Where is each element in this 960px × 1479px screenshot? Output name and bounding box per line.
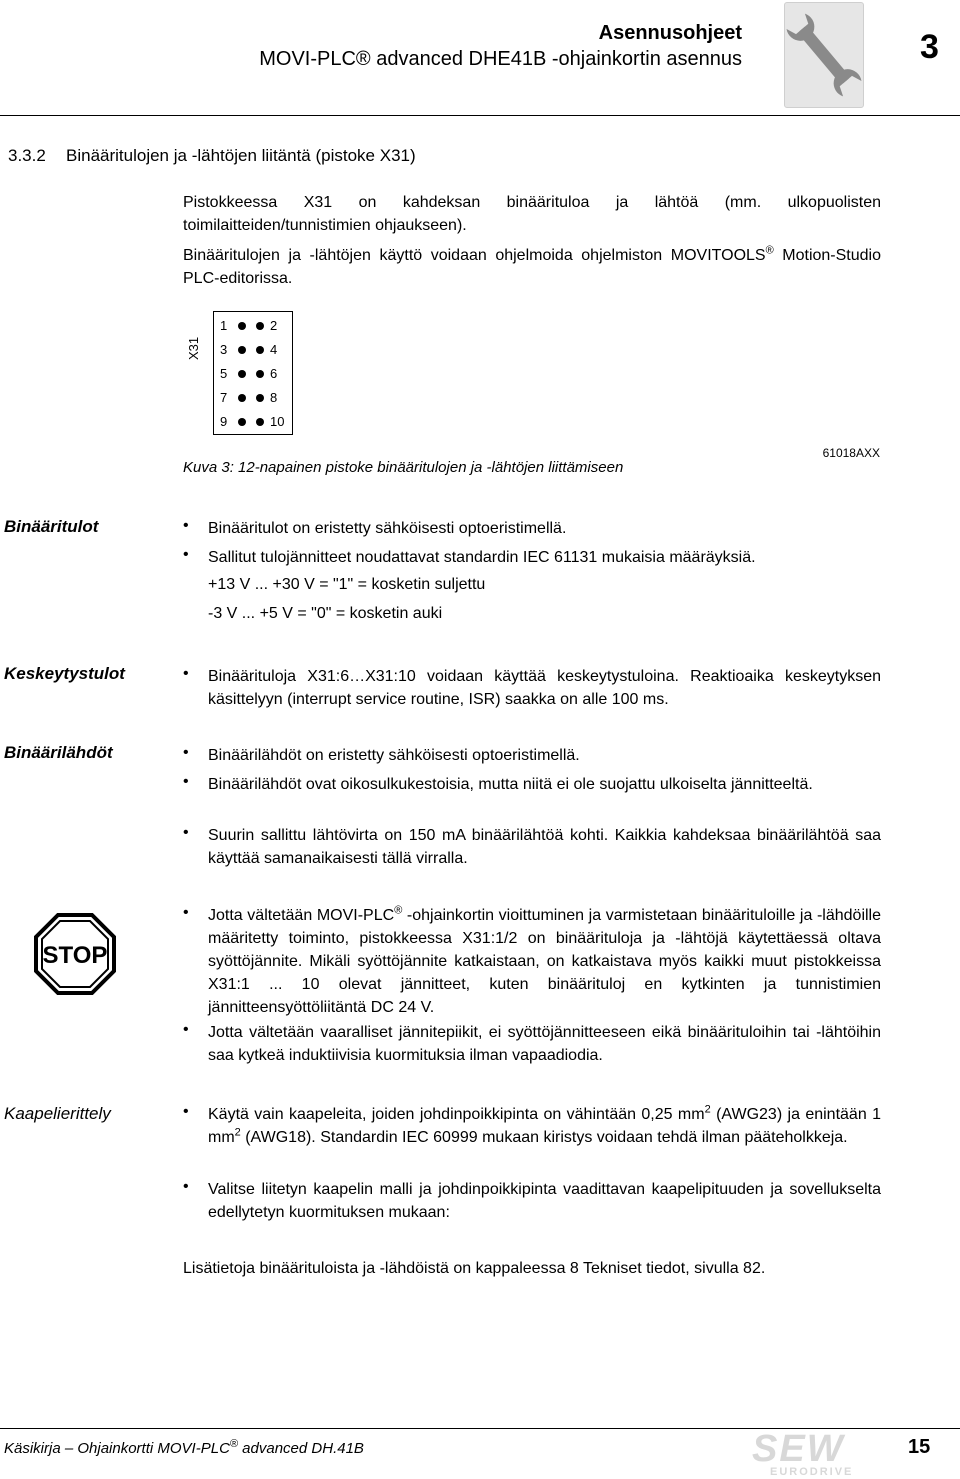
- side-label-kaapelierittely: Kaapelierittely: [4, 1104, 111, 1123]
- bullet-text: Binäärilähdöt on eristetty sähköisesti optoeristimellä.: [208, 747, 580, 764]
- bullet: •: [183, 1021, 189, 1038]
- header-title: Asennusohjeet: [598, 22, 742, 44]
- pin-label: 4: [270, 342, 278, 357]
- pin-dot: [256, 370, 264, 378]
- pin-dot: [238, 418, 246, 426]
- section-title: Binääritulojen ja -lähtöjen liitäntä (pistoke X31): [66, 146, 416, 165]
- pin-label: 1: [220, 318, 228, 333]
- intro-paragraph-2: Binääritulojen ja -lähtöjen käyttö voidaan ohjelmoida ohjelmiston MOVITOOLS® Motion-Studio PLC-editorissa.: [183, 244, 881, 287]
- pin-label: 7: [220, 390, 228, 405]
- chapter-number: 3: [920, 28, 939, 66]
- more-info-text: Lisätietoja binäärituloista ja -lähdöistä on kappaleessa 8 Tekniset tiedot, sivulla 82.: [183, 1260, 766, 1277]
- intro-paragraph-1: Pistokkeessa X31 on kahdeksan binäärituloa ja lähtöä (mm. ulkopuolisten toimilaitteiden/tunnistimien ohjaukseen).: [183, 194, 881, 234]
- pin-dot: [256, 394, 264, 402]
- bullet: •: [183, 1178, 189, 1195]
- connector-label: X31: [186, 336, 201, 360]
- bullet-text: Jotta vältetään MOVI-PLC® -ohjainkortin vioittuminen ja varmistetaan binäärituloille ja -lähdöille määritetty toiminto, pistokkeessa X31:1/2 on binäärituloja ja -lähtöjä käytettäessä oltava syöttöjännite. Mikäli syöttöjännite katkaistaan, on katkaistava myös kaikki muut pistokkeissa X31:1 ... 10 olevat jännitteet, kuten binäärituloj en kytkinten ja tunnistimien jännitteensyöttöliitäntä DC 24 V.: [208, 904, 882, 1016]
- pin-label: 3: [220, 342, 228, 357]
- pin-label: 5: [220, 366, 228, 381]
- page-number: 15: [908, 1436, 931, 1458]
- bullet: •: [183, 665, 189, 682]
- pin-dot: [256, 346, 264, 354]
- bullet: •: [183, 546, 189, 563]
- pin-label: 9: [220, 414, 228, 429]
- connector-x31-diagram: [213, 311, 293, 435]
- pin-dot: [238, 370, 246, 378]
- section-number: 3.3.2: [8, 146, 46, 165]
- section-heading: [8, 146, 416, 166]
- pin-label: 10: [270, 414, 285, 429]
- voltage-line-1: +13 V ... +30 V = "1" = kosketin suljettu: [208, 576, 486, 593]
- bullet-text: Sallitut tulojännitteet noudattavat standardin IEC 61131 mukaisia määräyksiä.: [208, 549, 756, 566]
- pin-dot: [238, 322, 246, 330]
- figure-code: 61018AXX: [822, 446, 880, 460]
- sew-logo: SEW: [752, 1428, 845, 1470]
- side-label-binaarilahdot: Binäärilähdöt: [4, 743, 113, 762]
- bullet: •: [183, 773, 189, 790]
- bullet: •: [183, 517, 189, 534]
- voltage-line-2: -3 V ... +5 V = "0" = kosketin auki: [208, 605, 443, 622]
- pin-dot: [256, 418, 264, 426]
- bullet-text: Suurin sallittu lähtövirta on 150 mA binäärilähtöä kohti. Kaikkia kahdeksaa binäärilähtöä saa käyttää samanaikaisesti tällä virralla.: [208, 827, 881, 867]
- side-label-binaaritulot: Binääritulot: [4, 517, 99, 536]
- sew-logo-subtext: EURODRIVE: [770, 1466, 854, 1478]
- header-subtitle: MOVI-PLC® advanced DHE41B -ohjainkortin asennus: [259, 48, 742, 70]
- bullet: •: [183, 824, 189, 841]
- bullet: •: [183, 744, 189, 761]
- footer-text: Käsikirja – Ohjainkortti MOVI-PLC® advanced DH.41B: [4, 1438, 364, 1457]
- bullet-text: Jotta vältetään vaaralliset jännitepiikit, ei syöttöjännitteeseen eikä binäärituloihin tai -lähtöihin saa kytkeä induktiivisia kuormituksia ilman vapaadiodia.: [208, 1024, 881, 1064]
- pin-label: 8: [270, 390, 278, 405]
- pin-dot: [238, 346, 246, 354]
- bullet-text: Binääritulot on eristetty sähköisesti optoeristimellä.: [208, 520, 567, 537]
- pin-dot: [238, 394, 246, 402]
- bullet-text: Käytä vain kaapeleita, joiden johdinpoikkipinta on vähintään 0,25 $mm^2$ (AWG23) ja enintään 1 $mm^2$ (AWG18). Standardin IEC 60999 mukaan kiristys voidaan tehdä ilman pääteholkkeja.: [208, 1103, 881, 1146]
- header-divider: [0, 115, 960, 116]
- figure-caption: Kuva 3: 12-napainen pistoke binääritulojen ja -lähtöjen liittämiseen: [183, 459, 624, 476]
- side-label-keskeytystulot: Keskeytystulot: [4, 664, 125, 683]
- stop-sign-icon: [34, 913, 116, 995]
- pin-dot: [256, 322, 264, 330]
- wrench-icon: [784, 2, 864, 108]
- bullet-text: Binäärituloja X31:6…X31:10 voidaan käyttää keskeytystuloina. Reaktioaika keskeytyksen käsittelyyn (interrupt service routine, ISR) saakka on alle 100 ms.: [208, 668, 881, 708]
- pin-label: 6: [270, 366, 278, 381]
- bullet-text: Binäärilähdöt ovat oikosulkukestoisia, mutta niitä ei ole suojattu ulkoiselta jännitteeltä.: [208, 776, 813, 793]
- stop-sign-text: STOP: [42, 942, 108, 969]
- bullet: •: [183, 1103, 189, 1120]
- bullet-text: Valitse liitetyn kaapelin malli ja johdinpoikkipinta vaadittavan kaapelipituuden ja sovellukselta edellytetyn kuormituksen mukaan:: [208, 1181, 881, 1221]
- pin-label: 2: [270, 318, 278, 333]
- bullet: •: [183, 904, 189, 921]
